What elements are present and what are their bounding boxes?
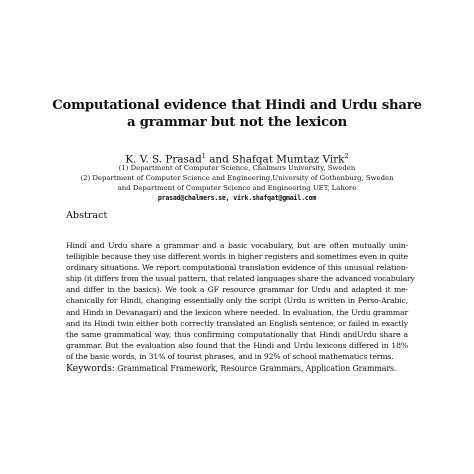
paper-title: [40, 97, 434, 131]
abstract-line: of the basic words, in 31% of tourist phrases, and in 92% of school mathematics terms.: [66, 351, 394, 361]
abstract-body: [66, 240, 415, 362]
author-emails: prasad@chalmers.se, virk.shafqat@gmail.com: [157, 194, 317, 202]
abstract-line: telligible because they use different words in higher registers and sometimes even in quite: [66, 252, 408, 262]
author-1: K. V. S. Prasad: [125, 153, 202, 166]
abstract-line: the same grammatical way, thus confirming computationally that Hindi andUrdu share a: [66, 329, 408, 339]
author-join: and: [205, 153, 233, 166]
keywords-text: Grammatical Framework, Resource Grammars, Application Grammars.: [114, 364, 397, 373]
abstract-line: and its Hindi twin either both correctly translated an English sentence, or failed in exactly: [66, 318, 408, 328]
abstract-heading: Abstract: [66, 210, 108, 221]
keywords-line: [66, 363, 426, 374]
abstract-line: chanically for Hindi, changing essentially only the script (Urdu is written in Perso-Arabic,: [66, 296, 408, 306]
affiliation-2-line-1: (2) Department of Computer Science and Engineering,University of Gothenburg, Sweden: [80, 174, 394, 182]
affiliation-1: (1) Department of Computer Science, Chalmers University, Sweden: [118, 164, 356, 172]
title-line-2: a grammar but not the lexicon: [127, 115, 347, 130]
abstract-line: and Hindi in Devanagari) and the lexicon where needed. In evaluation, the Urdu grammar: [66, 307, 408, 317]
author-2: Shafqat Mumtaz Virk: [232, 153, 345, 166]
abstract-line: Hindi and Urdu share a grammar and a basic vocabulary, but are often mutually unin-: [66, 241, 408, 250]
author-2-affiliation-mark: 2: [344, 152, 349, 160]
keywords-label: Keywords:: [66, 363, 115, 374]
author-1-affiliation-mark: 1: [201, 152, 206, 160]
abstract-line: ordinary situations. We report computational translation evidence of this unusual relation-: [66, 263, 408, 273]
abstract-line: ship (it differs from the usual pattern, that related languages share the advanced vocabulary: [66, 274, 415, 284]
abstract-line: grammar. But the evaluation also found that the Hindi and Urdu lexicons differed in 18%: [66, 340, 408, 350]
abstract-line: and differ in the basics). We took a GF resource grammar for Urdu and adapted it me-: [66, 285, 408, 295]
title-line-1: Computational evidence that Hindi and Urdu share: [52, 98, 422, 113]
affiliation-2-line-2: and Department of Computer Science and Engineering UET, Lahore: [117, 184, 357, 192]
